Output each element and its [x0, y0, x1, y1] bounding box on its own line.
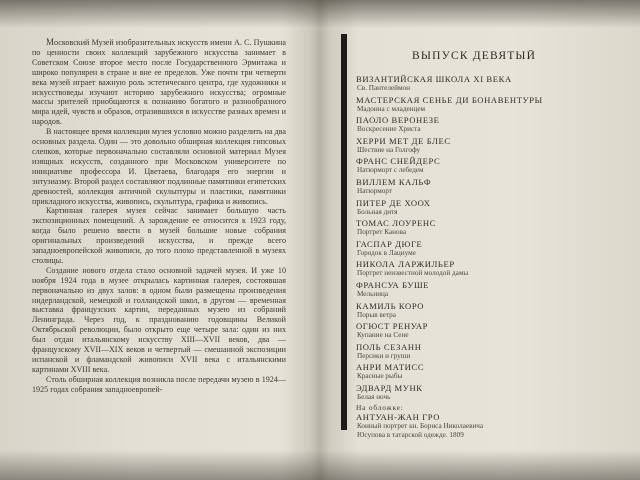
cover-work-title-line-1: Конный портрет кн. Бориса Николаевича [357, 422, 484, 431]
artist-name: ФРАНСУА БУШЕ [356, 279, 430, 290]
cover-entry [356, 404, 626, 440]
artist-name: ХЕРРИ МЕТ ДЕ БЛЕС [356, 135, 451, 146]
artist-name: АНРИ МАТИСС [356, 362, 425, 373]
contents-entry [356, 239, 626, 258]
work-title: Портрет Канова [357, 228, 407, 237]
top-shadow [0, 0, 640, 28]
black-bar-divider [341, 34, 347, 430]
paragraph-2: В настоящее время коллекции музея условно можно разделить на два основных раздела. Один — это довольно обширная коллекция гипсовых слепков, которые первоначально составляли основной материал Музея изящных искусств, созданного при Московском университете по инициативе профессора И. Цветаева, благодаря его энергии и энтузиазму. Второй раздел составляют подлинные памятники египетских древностей, коллекция античной скульптуры и пластики, памятники прикладного искусства, живопись, скульптура, графика и живопись. [32, 127, 286, 206]
work-title: Натюрморт с лебедем [357, 166, 424, 175]
artist-name: КАМИЛЬ КОРО [356, 300, 425, 311]
paragraph-5: Столь обширная коллекция возникла после передачи музею в 1924—1925 годах собрания западноевропей- [32, 374, 286, 394]
contents-entry [356, 321, 626, 340]
cover-work-title-line-2: Юсупова в татарской одежде. 1809 [357, 430, 464, 439]
contents-entry [356, 383, 626, 402]
paragraph-1: Московский Музей изобразительных искусств имени А. С. Пушкина по ценности своих коллекций зарубежного искусства занимает в Советском Союзе второе место после Государственного Эрмитажа и широко популярен в стране и вне ее пределов. Уже почти три четверти века музей играет важную роль эстетического центра, где художники и искусствоведы изучают историю зарубежного искусства; огромные массы зрителей приобщаются к познанию богатого и разнообразного мира идей, чувств и образов, отразившихся в искусстве разных времен и народов. [32, 38, 286, 127]
artist-name: ПИТЕР ДЕ ХООХ [356, 197, 431, 208]
artist-name: ОГЮСТ РЕНУАР [356, 321, 429, 332]
artist-name: ФРАНС СНЕЙДЕРС [356, 156, 441, 167]
cover-label: На обложке: [356, 402, 404, 412]
artist-name: ГАСПАР ДЮГЕ [356, 238, 423, 249]
work-title: Городок в Лациуме [357, 248, 416, 257]
work-title: Портрет неизвестной молодой дамы [357, 269, 469, 278]
contents-entry [356, 115, 626, 134]
work-title: Мельница [357, 289, 389, 298]
contents-entry [356, 218, 626, 237]
artist-name: ПОЛЬ СЕЗАНН [356, 341, 422, 352]
work-title: Воскресение Христа [357, 125, 421, 134]
work-title: Белая ночь [357, 392, 391, 401]
contents-entry [356, 259, 626, 278]
artist-name: ВИЗАНТИЙСКАЯ ШКОЛА XI ВЕКА [356, 74, 512, 84]
artist-name: ПАОЛО ВЕРОНЕЗЕ [356, 115, 440, 126]
artist-name: ВИЛЛЕМ КАЛЬФ [356, 176, 432, 187]
issue-title: ВЫПУСК ДЕВЯТЫЙ [412, 50, 537, 62]
artist-name: ЭДВАРД МУНК [356, 382, 423, 393]
contents-entry [356, 74, 626, 93]
work-title: Больная дитя [357, 207, 398, 216]
artist-name: НИКОЛА ЛАРЖИЛЬЕР [356, 259, 455, 270]
contents-entry [356, 280, 626, 299]
work-title: Мадонна с младенцем [357, 104, 426, 113]
contents-entry [356, 156, 626, 175]
paragraph-4: Создание нового отдела стало основной задачей музея. И уже 10 ноября 1924 года в музее открылась картинная галерея, состоявшая первоначально из двух залов: в одном были размещены произведения нидерландской, немецкой и голландской школ, в другом — временная выставка французских картин, переданных музею из собраний Ленинграда. Через год, к празднованию годовщины Великой Октябрьской революции, было открыто еще четыре зала: один из них был отдан итальянскому искусству XIII—XVII веков, два — французскому XVII—XIX веков и четвертый — смешанной экспозиции испанской и фламандской живописи XVII века с итальянскими картинами XVIII века. [32, 265, 286, 374]
work-title: Св. Пантелеймон [357, 84, 410, 92]
cover-artist-name: АНТУАН-ЖАН ГРО [356, 412, 441, 423]
right-page-contents [356, 50, 626, 470]
artist-name: МАСТЕРСКАЯ СЕНЬЕ ДИ БОНАВЕНТУРЫ [356, 94, 543, 105]
work-title: Персики и груши [357, 351, 411, 360]
work-title: Порыв ветра [357, 310, 396, 319]
artist-name: ТОМАС ЛОУРЕНС [356, 218, 437, 229]
left-page-text [32, 38, 286, 478]
work-title: Шествие на Голгофу [357, 145, 421, 154]
paragraph-3: Картинная галерея музея сейчас занимает большую часть экспозиционных помещений. А зарождение ее относится к 1923 году, когда было решено ввести в музей большие новые собрания оригинальных произведений искусства, и прежде всего западноевропейской живописи, до того плохо представленной в музеях столицы. [32, 206, 286, 265]
contents-entry [356, 342, 626, 361]
contents-entry [356, 198, 626, 217]
work-title: Купание на Сене [357, 331, 409, 340]
contents-entry [356, 136, 626, 155]
contents-entry [356, 301, 626, 320]
contents-entry [356, 362, 626, 381]
contents-entry [356, 95, 626, 114]
work-title: Натюрморт [357, 186, 392, 195]
work-title: Красные рыбы [357, 372, 403, 381]
contents-entry [356, 177, 626, 196]
